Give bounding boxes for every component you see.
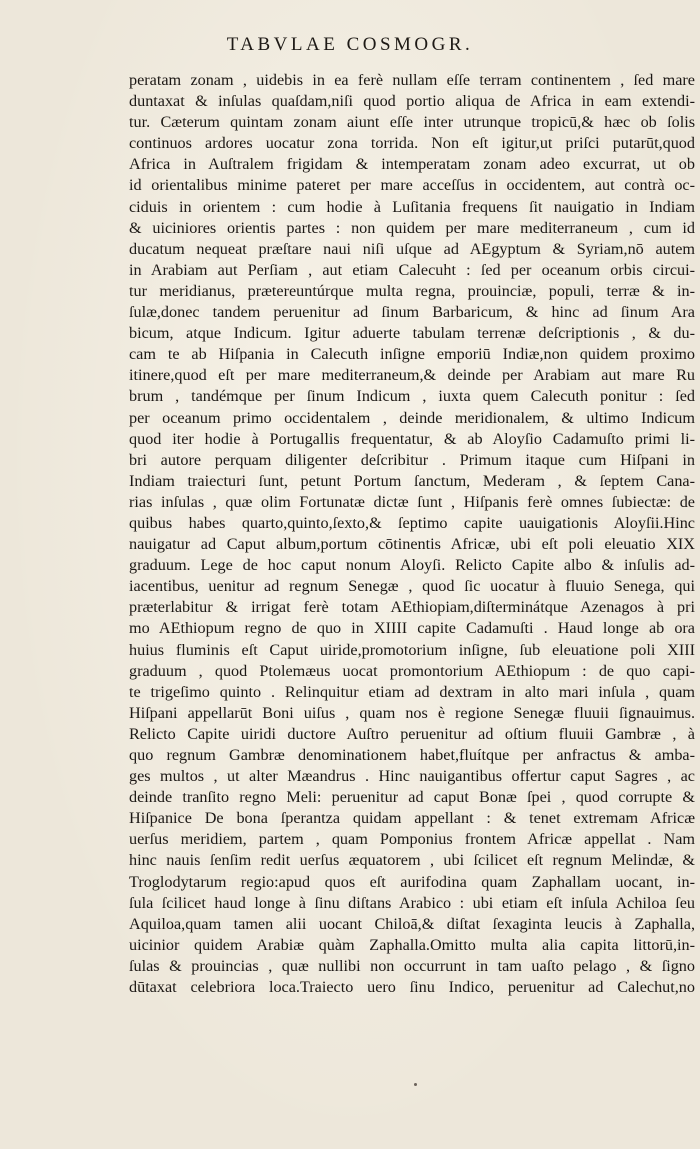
text-line: hinc nauis ſenſim redit uerſus æquatorem , ubi ſcilicet eſt regnum Melindæ, & [129, 851, 695, 870]
text-line: brum , tandémque per ſinum Indicum , iuxta quem Calecuth ponitur : ſed [129, 387, 695, 406]
text-line: Troglodytarum regio:apud quos eſt aurifodina quam Zaphallam uocant, in- [129, 872, 695, 891]
text-line: Aquiloa,quam tamen alii uocant Chiloā,& diſtat ſexaginta leucis à Zaphalla, [129, 914, 695, 933]
text-line: Hiſpani appellarūt Boni uiſus , quam nos è regione Senegæ fluuii ſignauimus. [129, 703, 695, 722]
text-line: tur meridianus, prætereuntúrque multa regna, prouinciæ, populi, terræ & in- [129, 281, 695, 300]
text-line: mo AEthiopum regno de quo in XIIII capite Cadamuſti . Haud longe ab ora [129, 619, 695, 638]
text-line: Hiſpanice De bona ſperantza quidam appellant : & tenet extremam Africæ [129, 809, 695, 828]
text-line: Africa in Auſtralem frigidam & intemperatam zonam adeo excurrat, ut ob [129, 155, 695, 174]
text-line: bicum, atque Indicum. Igitur aduerte tabulam terrenæ deſcriptionis , & du- [129, 324, 695, 343]
text-line: per oceanum primo occidentalem , deinde meridionalem, & ultimo Indicum [129, 408, 695, 427]
text-line: in Arabiam aut Perſiam , aut etiam Calecuht : ſed per oceanum orbis circui- [129, 260, 695, 279]
text-line: continuos ardores uocatur zona torrida. Non eſt igitur,ut priſci putarūt,quod [129, 134, 695, 153]
text-line: rias inſulas , quæ olim Fortunatæ dictæ ſunt , Hiſpanis ferè omnes ſubiectæ: de [129, 492, 695, 511]
text-line: ſulas & prouincias , quæ nullibi non occurrunt in tam uaſto pelago , & ſigno [129, 956, 695, 975]
text-line: graduum , quod Ptolemæus uocat promontorium AEthiopum : de quo capi- [129, 661, 695, 680]
text-line: uerſus meridiem, partem , quam Pomponius frontem Africæ appellat . Nam [129, 830, 695, 849]
text-line: uicinior quidem Arabiæ quàm Zaphalla.Omitto multa alia capita littorū,in- [129, 935, 695, 954]
text-line: id orientalibus minime pateret per mare acceſſus in occidentem, aut contrà oc- [129, 176, 695, 195]
text-line: iacentibus, uenitur ad regnum Senegæ , quod ſic uocatur à fluuio Senega, qui [129, 577, 695, 596]
text-line: cam te ab Hiſpania in Calecuth inſigne emporiū Indiæ,non quidem proximo [129, 345, 695, 364]
text-line: ges multos , ut alter Mæandrus . Hinc nauigantibus offertur caput Sagres , ac [129, 767, 695, 786]
text-line: nauigatur ad Caput album,portum cōtinentis Africæ, ubi eſt poli eleuatio XIX [129, 535, 695, 554]
body-text [129, 70, 695, 998]
text-line: huius fluminis eſt Caput uiride,promotorium inſigne, ſub eleuatione poli XIII [129, 640, 695, 659]
text-line: ducatum nequeat præſtare naui niſi uſque ad AEgyptum & Syriam,nō autem [129, 239, 695, 258]
running-head: TABVLAE COSMOGR. [226, 34, 474, 55]
text-line: quibus habes quarto,quinto,ſexto,& ſeptimo capite uauigationis Aloyſii.Hinc [129, 513, 695, 532]
text-line: deinde tranſito regno Meli: peruenitur ad caput Bonæ ſpei , quod corrupte & [129, 788, 695, 807]
text-line: ſulæ,donec tandem peruenitur ad ſinum Barbaricum, & hinc ad ſinum Ara [129, 303, 695, 322]
text-line: dūtaxat celebriora loca.Traiecto uero ſinu Indico, peruenitur ad Calechut,no [129, 978, 695, 997]
text-line: ciduis in orientem : cum hodie à Luſitania frequens ſit nauigatio in Indiam [129, 197, 695, 216]
text-line: Indiam traiecturi ſunt, petunt Portum ſanctum, Mederam , & ſeptem Cana- [129, 471, 695, 490]
text-line: duntaxat & inſulas quaſdam,niſi quod portio aliqua de Africa in eam extendi- [129, 92, 695, 111]
text-line: graduum. Lege de hoc caput nonum Aloyſi. Relicto Capite albo & inſulis ad- [129, 556, 695, 575]
text-line: tur. Cæterum quintam zonam aiunt eſſe inter utrunque tropicū,& hæc ob ſolis [129, 113, 695, 132]
text-line: te trigeſimo quinto . Relinquitur etiam ad dextram in alto mari inſula , quam [129, 682, 695, 701]
text-line: itinere,quod eſt per mare mediterraneum,& deinde per Arabiam aut mare Ru [129, 366, 695, 385]
text-line: & uiciniores orientis partes : non quidem per mare mediterraneum , cum id [129, 218, 695, 237]
text-line: bri autore perquam diligenter deſcribitur . Primum itaque cum Hiſpani in [129, 450, 695, 469]
text-line: Relicto Capite uiridi ductore Auſtro peruenitur ad oſtium fluuii Gambræ , à [129, 724, 695, 743]
text-line: ſula ſcilicet haud longe à ſinu diſtans Arabico : ubi etiam eſt inſula Achiloa ſeu [129, 893, 695, 912]
text-line: præterlabitur & irrigat ferè totam AEthiopiam,diſterminátque Azenagos à pri [129, 598, 695, 617]
text-line: quo regnum Gambræ denominationem habet,fluítque per anfractus & amba- [129, 746, 695, 764]
text-line: quod iter hodie à Portugallis frequentatur, & ab Aloyſio Cadamuſto primi li- [129, 429, 695, 448]
ink-speck [414, 1083, 417, 1086]
text-line: peratam zonam , uidebis in ea ferè nullam eſſe terram continentem , ſed mare [129, 71, 695, 89]
